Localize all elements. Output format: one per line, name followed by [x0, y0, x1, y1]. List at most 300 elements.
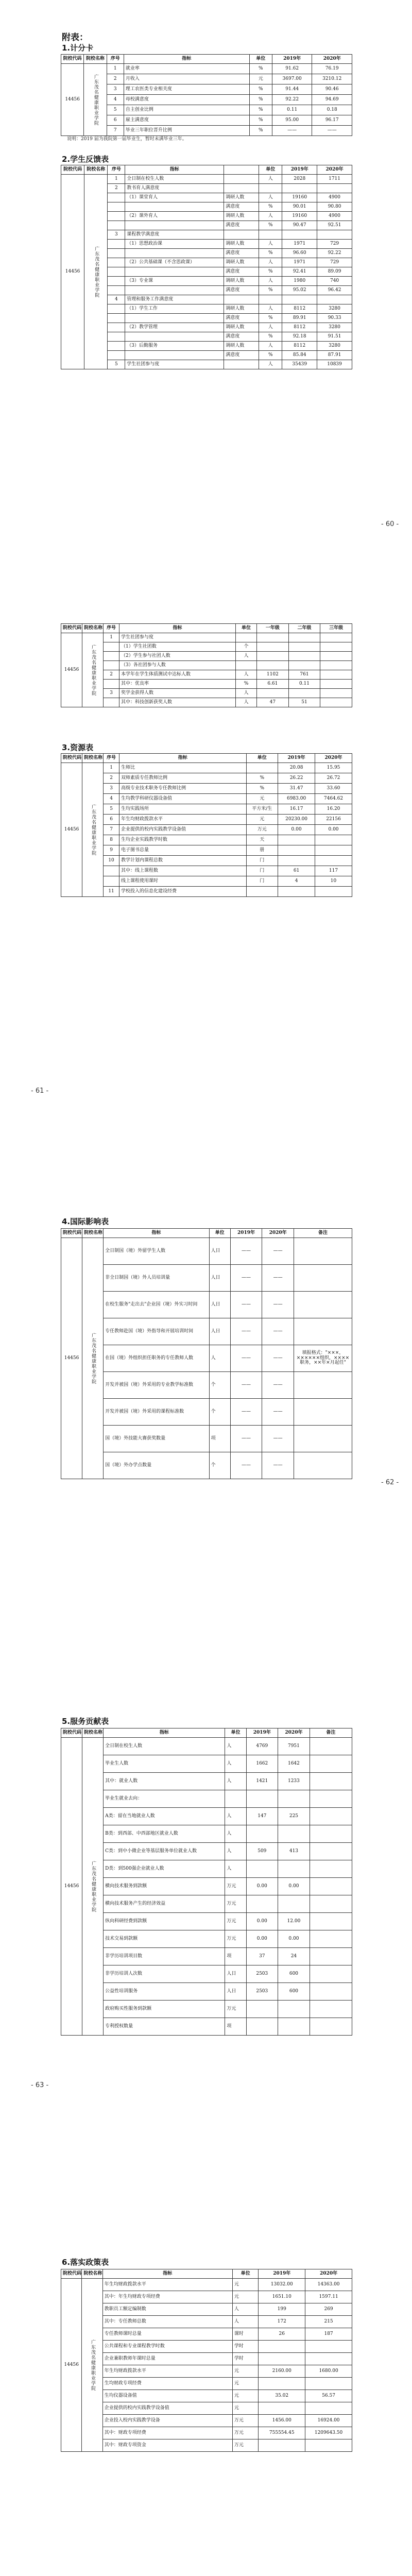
- table-cell: [310, 2001, 352, 2018]
- table-cell: [257, 642, 289, 652]
- table-cell: 册: [246, 845, 278, 856]
- table-cell: 1: [108, 175, 125, 184]
- table-cell: 人: [225, 1808, 246, 1825]
- table-cell: 729: [317, 258, 352, 267]
- table-cell: %: [259, 249, 282, 258]
- column-header: 院校代码: [61, 624, 82, 633]
- table-cell: （2）课外育人: [125, 212, 224, 221]
- table-cell: 门: [246, 876, 278, 887]
- column-header: 单位: [246, 754, 278, 763]
- table-cell: 本学年在学生体质测试中达标人数: [119, 670, 235, 680]
- table-cell: [246, 1790, 278, 1808]
- table-cell: 2160.00: [259, 2365, 305, 2378]
- table-cell: 4900: [317, 212, 352, 221]
- table-cell: 门: [246, 856, 278, 866]
- school-code: 14456: [61, 2279, 82, 2452]
- table-cell: [305, 2402, 352, 2415]
- table-row: [61, 1808, 352, 1825]
- column-header: 院校代码: [61, 55, 84, 64]
- table-cell: 元: [246, 815, 278, 825]
- table-cell: 元: [232, 2378, 258, 2390]
- table-cell: [310, 1860, 352, 1878]
- table-cell: 项: [209, 1426, 230, 1452]
- column-header: 2019年: [282, 165, 317, 175]
- table-cell: [310, 1843, 352, 1860]
- table-cell: ——: [262, 1452, 294, 1479]
- table-cell: %: [246, 773, 278, 784]
- table-cell: [246, 1825, 278, 1843]
- section-title: 3.资源表: [62, 743, 94, 752]
- table-cell: [108, 249, 125, 258]
- table-cell: ——: [230, 1318, 262, 1345]
- table-cell: [310, 1825, 352, 1843]
- table-cell: [259, 184, 282, 193]
- table-cell: 人: [235, 652, 256, 661]
- table-cell: [310, 1983, 352, 2001]
- table-cell: [278, 1895, 310, 1913]
- table-cell: 专利授权数量: [104, 2018, 225, 2036]
- table-cell: [259, 230, 282, 240]
- table-cell: %: [246, 784, 278, 794]
- table-cell: [108, 304, 125, 314]
- table-cell: 269: [305, 2303, 352, 2316]
- table-cell: [235, 633, 256, 642]
- table-cell: 毕业三年职位晋升比例: [124, 126, 249, 136]
- section-title: 5.服务贡献表: [62, 1717, 109, 1726]
- table-cell: [320, 689, 352, 698]
- table-cell: 学时: [232, 2353, 258, 2365]
- table-cell: 非学历培训人次数: [104, 1965, 225, 1983]
- table-cell: [246, 763, 278, 773]
- table-row: [61, 1948, 352, 1965]
- column-header: 单位: [259, 165, 282, 175]
- table-cell: ——: [262, 1318, 294, 1345]
- table-cell: 0.00: [246, 1913, 278, 1930]
- table-cell: [315, 887, 352, 897]
- table-cell: 3: [108, 230, 125, 240]
- table-cell: 755554.45: [259, 2427, 305, 2439]
- table-cell: [108, 332, 125, 342]
- table-cell: 4: [104, 794, 119, 804]
- table-cell: 0.00: [278, 1930, 310, 1948]
- table-cell: 毕业生就业去向：: [104, 1790, 225, 1808]
- table-cell: [278, 2018, 310, 2036]
- table-cell: ——: [230, 1372, 262, 1399]
- column-header: 序号: [107, 55, 124, 64]
- table-cell: [108, 351, 125, 360]
- column-header: 2019年: [259, 2269, 305, 2279]
- table-cell: 其中：科技创新获奖人数: [119, 698, 235, 707]
- school-name: 广东茂名健康职业学院: [84, 64, 107, 136]
- table-row: [61, 784, 352, 794]
- table-cell: 87.91: [317, 351, 352, 360]
- table-cell: 横向技术服务到款额: [104, 1878, 225, 1895]
- table-cell: [305, 2439, 352, 2452]
- table-row: [61, 1878, 352, 1895]
- table-cell: 专任教师课时总量: [102, 2328, 232, 2341]
- table-cell: [294, 1318, 352, 1345]
- table-cell: 4: [278, 876, 315, 887]
- table-cell: （1）思想政治课: [125, 240, 224, 249]
- table-cell: [257, 689, 289, 698]
- table-cell: 1711: [317, 175, 352, 184]
- table-cell: 20230.00: [278, 815, 315, 825]
- table-cell: ——: [262, 1345, 294, 1372]
- table-cell: 线上课程使用课时: [119, 876, 246, 887]
- table-cell: 740: [317, 277, 352, 286]
- table-row: [61, 1895, 352, 1913]
- table-cell: 人: [225, 1773, 246, 1790]
- table-row: [61, 1773, 352, 1790]
- section-title: 2.学生反馈表: [62, 155, 109, 164]
- table-cell: 其中：财政专项资金: [102, 2439, 232, 2452]
- table-cell: A类：留在当地就业人数: [104, 1808, 225, 1825]
- column-header: 院校名称: [84, 165, 108, 175]
- column-header: 2019年: [230, 1229, 262, 1238]
- table-cell: [278, 887, 315, 897]
- table-row: [61, 773, 352, 784]
- table-row: [61, 794, 352, 804]
- column-header: 指标: [119, 624, 235, 633]
- table-cell: ——: [262, 1399, 294, 1426]
- table-cell: 85.84: [282, 351, 317, 360]
- table-cell: 项: [225, 2018, 246, 2036]
- table-cell: 1662: [246, 1755, 278, 1773]
- table-cell: [317, 184, 352, 193]
- table-cell: 元: [232, 2390, 258, 2402]
- table-cell: [104, 652, 119, 661]
- table-cell: 600: [278, 1983, 310, 2001]
- table-cell: [310, 1930, 352, 1948]
- table-cell: 公益性培训服务: [104, 1983, 225, 2001]
- table-cell: [125, 332, 224, 342]
- table-cell: 调研人数: [224, 277, 259, 286]
- table-cell: 92.22: [317, 249, 352, 258]
- table-cell: 7951: [278, 1738, 310, 1755]
- table-cell: 开发并被国（境）外采用的专业教学标准数: [104, 1372, 209, 1399]
- table-row: [61, 633, 352, 642]
- column-header: 单位: [209, 1229, 230, 1238]
- table-cell: 满意度: [224, 332, 259, 342]
- table-cell: [246, 1860, 278, 1878]
- table-cell: [320, 652, 352, 661]
- table-cell: 147: [246, 1808, 278, 1825]
- header-row: [61, 165, 352, 175]
- table-cell: [108, 193, 125, 202]
- table-cell: [125, 202, 224, 212]
- table-cell: 其中：专任教师总数: [102, 2316, 232, 2328]
- table-cell: 人: [225, 1825, 246, 1843]
- column-header: 院校名称: [82, 2269, 102, 2279]
- table-cell: [278, 1825, 310, 1843]
- table-row: [61, 835, 352, 845]
- column-header: 院校名称: [84, 55, 107, 64]
- table-cell: C类：到中小微企业等基层服务单位就业人数: [104, 1843, 225, 1860]
- table-cell: 自主创业比例: [124, 105, 249, 115]
- column-header: 单位: [225, 1728, 246, 1738]
- data-table: [61, 1228, 352, 1479]
- table-cell: 7: [104, 825, 119, 835]
- table-cell: 7: [107, 126, 124, 136]
- header-row: [61, 624, 352, 633]
- table-row: [61, 2415, 352, 2427]
- table-cell: （3）专业课: [125, 277, 224, 286]
- section-title: 4.国际影响表: [62, 1217, 109, 1226]
- table-row: [61, 2001, 352, 2018]
- table-cell: 人: [259, 175, 282, 184]
- table-cell: 其中：优良率: [119, 680, 235, 689]
- table-cell: 3210.12: [312, 74, 352, 84]
- school-code: 14456: [61, 64, 84, 136]
- table-row: [61, 2365, 352, 2378]
- column-header: 院校代码: [61, 1229, 82, 1238]
- table-cell: 199: [259, 2303, 305, 2316]
- table-row: [61, 1790, 352, 1808]
- table-cell: [310, 1808, 352, 1825]
- table-row: [61, 670, 352, 680]
- table-cell: 92.22: [272, 95, 312, 105]
- table-cell: [294, 1265, 352, 1292]
- table-cell: 1651.10: [259, 2291, 305, 2303]
- table-cell: 人: [235, 670, 256, 680]
- table-cell: [108, 202, 125, 212]
- table-cell: 调研人数: [224, 212, 259, 221]
- table-cell: %: [259, 286, 282, 295]
- column-header: 2020年: [317, 165, 352, 175]
- table-cell: 1680.00: [305, 2365, 352, 2378]
- table-cell: 187: [305, 2328, 352, 2341]
- table-cell: 国（境）外办学点数量: [104, 1452, 209, 1479]
- table-cell: [125, 351, 224, 360]
- table-row: [61, 2303, 352, 2316]
- table-cell: 90.46: [312, 84, 352, 95]
- table-cell: %: [249, 95, 272, 105]
- table-row: [61, 1345, 352, 1372]
- table-row: [61, 689, 352, 698]
- table-cell: %: [249, 84, 272, 95]
- table-cell: 3: [104, 784, 119, 794]
- table-cell: 人: [259, 212, 282, 221]
- table-cell: 4: [107, 95, 124, 105]
- table-cell: 5: [107, 105, 124, 115]
- table-cell: [320, 642, 352, 652]
- table-cell: 调研人数: [224, 193, 259, 202]
- table-cell: 人日: [225, 1965, 246, 1983]
- table-cell: 人: [259, 193, 282, 202]
- table-cell: 10: [104, 856, 119, 866]
- table-row: [61, 2291, 352, 2303]
- table-cell: 学校投入的信息化建设经费: [119, 887, 246, 897]
- table-cell: [108, 323, 125, 332]
- table-cell: %: [249, 64, 272, 74]
- table-row: [61, 1755, 352, 1773]
- table-cell: [320, 698, 352, 707]
- table-cell: 元: [249, 74, 272, 84]
- table-cell: [257, 633, 289, 642]
- table-cell: 人: [259, 323, 282, 332]
- table-cell: [108, 277, 125, 286]
- table-cell: 门: [246, 866, 278, 876]
- table-cell: 专任教师赴国（境）外指导和开展培训时间: [104, 1318, 209, 1345]
- table-cell: ——: [262, 1426, 294, 1452]
- table-cell: 全日制在校生人数: [125, 175, 224, 184]
- table-cell: 1456.00: [259, 2415, 305, 2427]
- table-cell: （2）学生参与社团人数: [119, 652, 235, 661]
- table-cell: 万元: [232, 2415, 258, 2427]
- table-cell: [259, 2353, 305, 2365]
- table-cell: [294, 1292, 352, 1318]
- table-row: [61, 1738, 352, 1755]
- table-cell: 课程教学满意度: [125, 230, 224, 240]
- table-cell: 95.00: [272, 115, 312, 126]
- table-cell: 1: [104, 633, 119, 642]
- table-cell: 729: [317, 240, 352, 249]
- table-cell: [225, 1790, 246, 1808]
- table-row: [61, 804, 352, 815]
- table-row: [61, 1965, 352, 1983]
- table-cell: 调研人数: [224, 258, 259, 267]
- table-cell: %: [259, 202, 282, 212]
- table-cell: 元: [232, 2291, 258, 2303]
- table-cell: 96.60: [282, 249, 317, 258]
- table-cell: 人日: [209, 1238, 230, 1265]
- table-cell: [310, 1948, 352, 1965]
- table-cell: 月收入: [124, 74, 249, 84]
- table-cell: （1）课堂育人: [125, 193, 224, 202]
- column-header: 单位: [232, 2269, 258, 2279]
- table-cell: 人: [232, 2316, 258, 2328]
- table-cell: [310, 1895, 352, 1913]
- table-cell: 1102: [257, 670, 289, 680]
- table-cell: ——: [312, 126, 352, 136]
- table-cell: [246, 1895, 278, 1913]
- table-cell: 16924.00: [305, 2415, 352, 2427]
- table-row: [61, 876, 352, 887]
- table-cell: 奖学金获得人数: [119, 689, 235, 698]
- table-cell: 全日制国（境）外留学生人数: [104, 1238, 209, 1265]
- table-row: [61, 2279, 352, 2291]
- table-row: [61, 1372, 352, 1399]
- table-cell: [224, 230, 259, 240]
- section-title: 1.计分卡: [62, 43, 94, 53]
- page-number: - 61 -: [31, 1087, 49, 1095]
- column-header: 2020年: [262, 1229, 294, 1238]
- table-cell: 万元: [225, 2001, 246, 2018]
- table-cell: 满意度: [224, 314, 259, 323]
- school-name: 广东茂名健康职业学院: [82, 633, 104, 707]
- table-cell: 0.11: [288, 680, 320, 689]
- table-cell: [320, 680, 352, 689]
- table-cell: 生均仪器设备值: [102, 2390, 232, 2402]
- table-cell: 生均企业实践教学时数: [119, 835, 246, 845]
- table-cell: 人: [259, 360, 282, 369]
- column-header: 院校名称: [82, 1229, 104, 1238]
- table-cell: 人日: [209, 1292, 230, 1318]
- table-cell: 215: [305, 2316, 352, 2328]
- table-cell: %: [259, 221, 282, 230]
- school-code: 14456: [61, 763, 82, 897]
- table-cell: 16.17: [278, 804, 315, 815]
- table-cell: ——: [262, 1372, 294, 1399]
- table-cell: [125, 314, 224, 323]
- table-note: 说明：2019 届为我院第一届毕业生，暂时未满毕业三年。: [67, 137, 187, 142]
- table-cell: 600: [278, 1965, 310, 1983]
- table-cell: 95.02: [282, 286, 317, 295]
- table-cell: 其中：财政专项经费: [102, 2427, 232, 2439]
- column-header: 指标: [104, 1229, 209, 1238]
- table-cell: 2: [104, 773, 119, 784]
- school-code: 14456: [61, 175, 84, 369]
- table-cell: 761: [288, 670, 320, 680]
- table-cell: [257, 661, 289, 670]
- table-cell: 万元: [225, 1930, 246, 1948]
- table-cell: 14363.00: [305, 2279, 352, 2291]
- table-cell: 高级专业技术职务专任教师比例: [119, 784, 246, 794]
- table-cell: [278, 2001, 310, 2018]
- table-cell: 92.51: [317, 221, 352, 230]
- table-cell: [108, 212, 125, 221]
- table-cell: 理工农医类专业相关度: [124, 84, 249, 95]
- table-cell: [288, 661, 320, 670]
- table-cell: [282, 230, 317, 240]
- table-cell: %: [249, 126, 272, 136]
- table-row: [61, 1318, 352, 1345]
- table-cell: [310, 1965, 352, 1983]
- table-cell: [108, 314, 125, 323]
- table-cell: ——: [230, 1292, 262, 1318]
- table-cell: 172: [259, 2316, 305, 2328]
- table-cell: 调研人数: [224, 342, 259, 351]
- table-cell: 13032.00: [259, 2279, 305, 2291]
- table-cell: 填报格式："×××，××××××组织，××××职务，××年×月起任": [294, 1345, 352, 1372]
- page-number: - 62 -: [381, 1479, 399, 1486]
- table-cell: [278, 835, 315, 845]
- table-cell: 509: [246, 1843, 278, 1860]
- table-cell: [310, 2018, 352, 2036]
- table-cell: 8: [104, 835, 119, 845]
- table-cell: [317, 230, 352, 240]
- table-cell: 课时: [232, 2328, 258, 2341]
- table-cell: 31.47: [278, 784, 315, 794]
- table-cell: 96.42: [317, 286, 352, 295]
- table-cell: [282, 295, 317, 304]
- table-cell: 企业提供的校内实践教学设备值: [119, 825, 246, 835]
- table-cell: 3280: [317, 323, 352, 332]
- table-cell: [108, 221, 125, 230]
- table-cell: 4900: [317, 193, 352, 202]
- table-cell: 教书育人满意度: [125, 184, 224, 193]
- table-cell: 6: [107, 115, 124, 126]
- table-row: [61, 2316, 352, 2328]
- table-cell: 2503: [246, 1983, 278, 2001]
- table-cell: 1597.11: [305, 2291, 352, 2303]
- document-heading: 附表：: [62, 32, 88, 43]
- header-row: [61, 2269, 352, 2279]
- column-header: 院校名称: [82, 624, 104, 633]
- table-cell: [310, 1878, 352, 1895]
- table-cell: 6: [104, 815, 119, 825]
- column-header: 指标: [104, 1728, 225, 1738]
- column-header: 2020年: [305, 2269, 352, 2279]
- column-header: 指标: [124, 55, 249, 64]
- table-cell: 管理和服务工作满意度: [125, 295, 224, 304]
- table-row: [61, 1825, 352, 1843]
- school-code: 14456: [61, 1238, 82, 1479]
- table-cell: 人: [232, 2303, 258, 2316]
- table-cell: [315, 845, 352, 856]
- table-cell: %: [259, 314, 282, 323]
- table-row: [61, 1399, 352, 1426]
